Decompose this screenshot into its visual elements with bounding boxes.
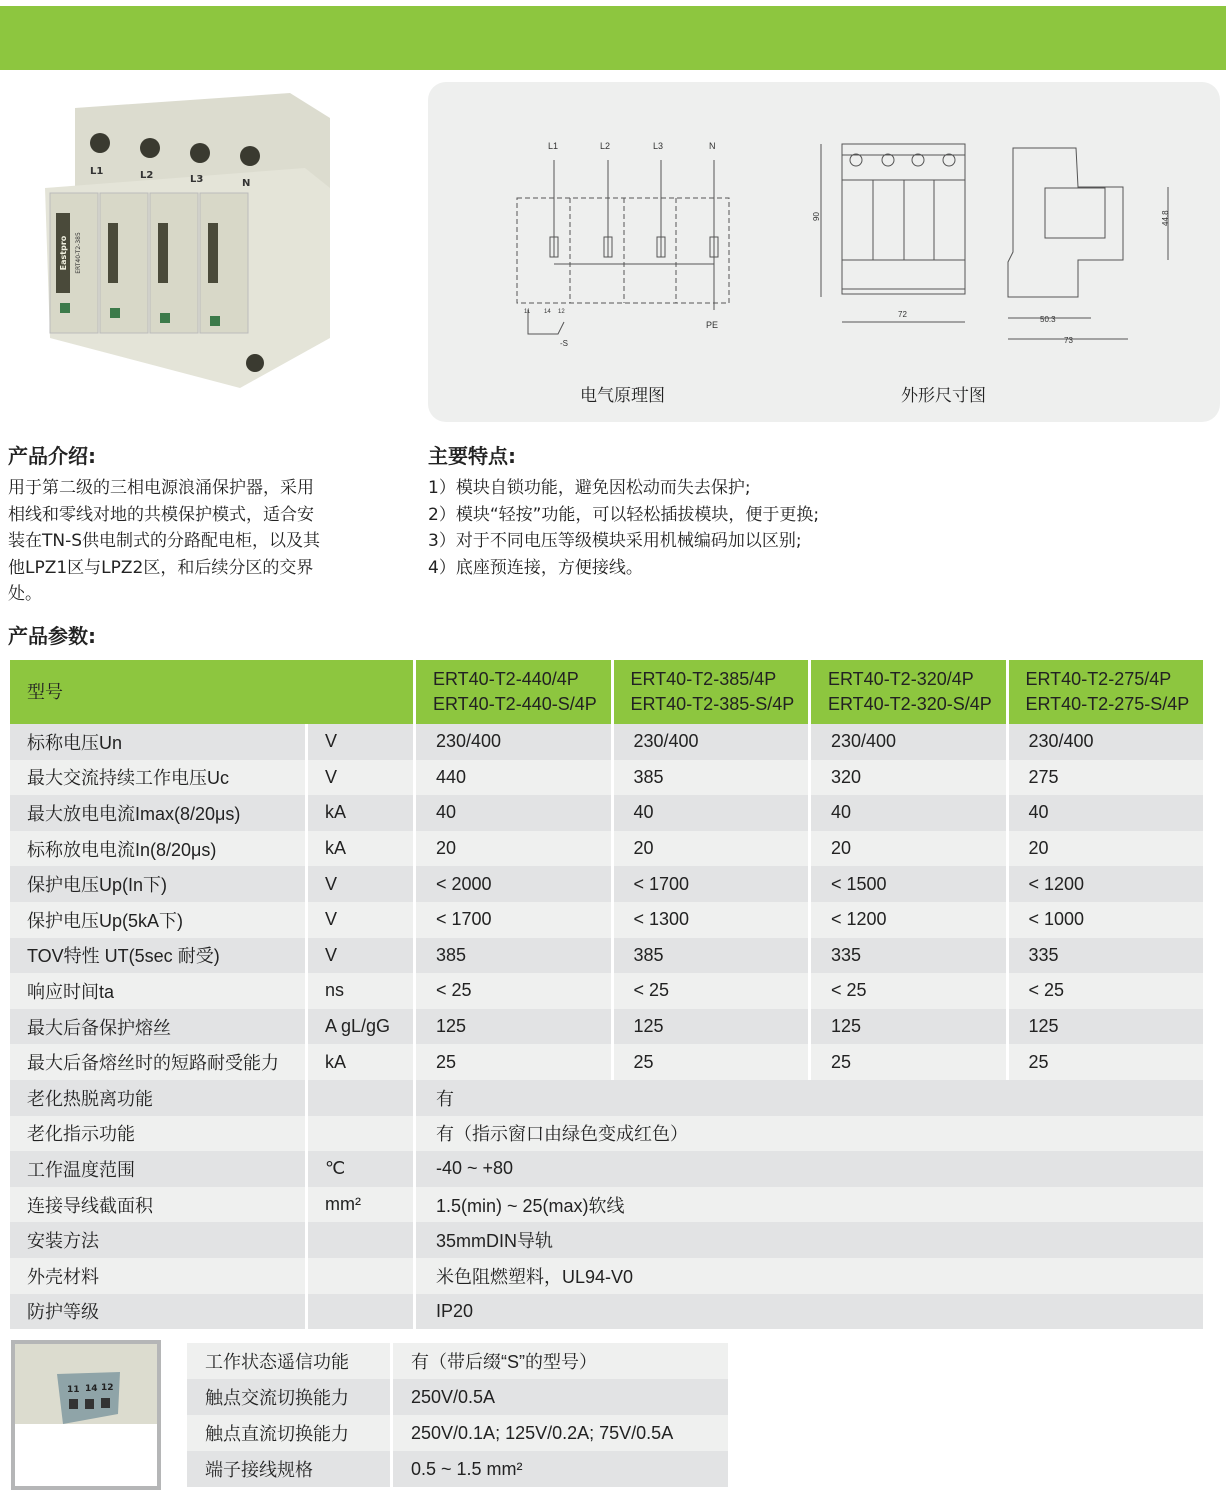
param-unit <box>308 1080 413 1116</box>
line-label: L3 <box>653 141 664 151</box>
param-value: 385 <box>416 938 611 974</box>
param-value: 25 <box>811 1044 1006 1080</box>
dim-depth1: 50.3 <box>1040 315 1056 324</box>
param-name: TOV特性 UT(5sec 耐受) <box>10 938 305 974</box>
contact-label: 14 <box>544 309 551 315</box>
table-row <box>10 760 1203 796</box>
table-row <box>10 795 1203 831</box>
param-name: 响应时间ta <box>10 973 305 1009</box>
param-value: IP20 <box>416 1294 1203 1330</box>
param-unit: ℃ <box>308 1151 413 1187</box>
intro-line: 装在TN-S供电制式的分路配电柜，以及其 <box>8 531 321 551</box>
param-name: 连接导线截面积 <box>10 1187 305 1223</box>
terminal-label: L3 <box>190 174 204 185</box>
param-name: 最大后备熔丝时的短路耐受能力 <box>10 1044 305 1080</box>
pe-label: PE <box>706 320 719 330</box>
param-value: 335 <box>1009 938 1204 974</box>
param-value: 20 <box>416 831 611 867</box>
param-unit <box>308 1222 413 1258</box>
model-cell: ERT40-T2-320/4P ERT40-T2-320-S/4P <box>811 660 1006 724</box>
terminal-label: L2 <box>140 170 154 181</box>
param-unit: V <box>308 938 413 974</box>
table-row <box>10 1044 1203 1080</box>
table-row <box>10 973 1203 1009</box>
terminal-label: N <box>242 178 251 189</box>
remote-value: 0.5 ~ 1.5 mm² <box>393 1451 728 1487</box>
intro-heading: 产品介绍: <box>8 444 96 468</box>
param-value: 440 <box>416 760 611 796</box>
contact-label: 12 <box>101 1383 114 1393</box>
param-unit: ns <box>308 973 413 1009</box>
param-value: 有（指示窗口由绿色变成红色） <box>416 1116 1203 1152</box>
feature-item: 4）底座预连接，方便接线。 <box>428 557 643 578</box>
table-row <box>10 938 1203 974</box>
brand-label: Eastpro <box>59 235 68 271</box>
contact-terminal-image <box>11 1340 161 1490</box>
param-unit: kA <box>308 795 413 831</box>
param-value: 320 <box>811 760 1006 796</box>
features-heading: 主要特点: <box>428 444 516 468</box>
param-value: 385 <box>614 760 809 796</box>
table-row <box>187 1343 728 1379</box>
diagram-panel <box>428 82 1220 422</box>
remote-signal-table <box>184 1343 731 1487</box>
param-unit: kA <box>308 1044 413 1080</box>
param-value: 米色阻燃塑料，UL94-V0 <box>416 1258 1203 1294</box>
table-row <box>10 1294 1203 1330</box>
contact-label: 11 <box>524 309 531 315</box>
table-header-row <box>10 660 1203 724</box>
param-value: 125 <box>811 1009 1006 1045</box>
line-label: L2 <box>600 141 611 151</box>
param-value: < 1000 <box>1009 902 1204 938</box>
intro-line: 处。 <box>8 584 42 604</box>
model-cell: ERT40-T2-385/4P ERT40-T2-385-S/4P <box>614 660 809 724</box>
param-name: 标称电压Un <box>10 724 305 760</box>
param-value: 275 <box>1009 760 1204 796</box>
table-row <box>10 1258 1203 1294</box>
param-name: 老化指示功能 <box>10 1116 305 1152</box>
param-value: 40 <box>811 795 1006 831</box>
dim-front-height: 44.8 <box>1161 210 1170 226</box>
param-name: 安装方法 <box>10 1222 305 1258</box>
param-value: < 25 <box>1009 973 1204 1009</box>
param-value: 230/400 <box>1009 724 1204 760</box>
intro-line: 相线和零线对地的共模保护模式，适合安 <box>8 504 314 525</box>
feature-item: 1）模块自锁功能，避免因松动而失去保护; <box>428 478 751 498</box>
table-row <box>10 1009 1203 1045</box>
params-table <box>7 660 1206 1329</box>
electrical-caption: 电气原理图 <box>580 386 665 406</box>
intro-line: 用于第二级的三相电源浪涌保护器，采用 <box>8 478 314 498</box>
switch-label: -S <box>560 339 568 348</box>
param-value: < 1300 <box>614 902 809 938</box>
dim-height: 90 <box>812 212 821 221</box>
param-unit: V <box>308 760 413 796</box>
remote-name: 触点交流切换能力 <box>187 1379 390 1415</box>
feature-item: 2）模块“轻按”功能，可以轻松插拔模块，便于更换; <box>428 504 820 525</box>
param-value: 230/400 <box>811 724 1006 760</box>
param-value: 25 <box>614 1044 809 1080</box>
remote-value: 250V/0.1A; 125V/0.2A; 75V/0.5A <box>393 1415 728 1451</box>
table-row <box>10 831 1203 867</box>
param-value: 335 <box>811 938 1006 974</box>
param-value: 20 <box>1009 831 1204 867</box>
param-value: 1.5(min) ~ 25(max)软线 <box>416 1187 1203 1223</box>
param-value: 230/400 <box>614 724 809 760</box>
param-name: 外壳材料 <box>10 1258 305 1294</box>
param-unit: V <box>308 902 413 938</box>
table-row <box>10 1222 1203 1258</box>
model-cell: ERT40-T2-275/4P ERT40-T2-275-S/4P <box>1009 660 1204 724</box>
param-name: 标称放电电流In(8/20μs) <box>10 831 305 867</box>
remote-value: 250V/0.5A <box>393 1379 728 1415</box>
table-row <box>10 1187 1203 1223</box>
param-value: 20 <box>811 831 1006 867</box>
param-value: 385 <box>614 938 809 974</box>
remote-name: 端子接线规格 <box>187 1451 390 1487</box>
intro-line: 他LPZ1区与LPZ2区，和后续分区的交界 <box>8 557 314 578</box>
param-unit: A gL/gG <box>308 1009 413 1045</box>
param-name: 防护等级 <box>10 1294 305 1330</box>
param-value: < 25 <box>614 973 809 1009</box>
contact-label: 11 <box>67 1385 80 1395</box>
param-value: 20 <box>614 831 809 867</box>
table-row <box>10 866 1203 902</box>
param-unit: mm² <box>308 1187 413 1223</box>
param-value: < 1700 <box>614 866 809 902</box>
feature-item: 3）对于不同电压等级模块采用机械编码加以区别; <box>428 531 802 551</box>
param-value: 40 <box>614 795 809 831</box>
param-value: < 25 <box>811 973 1006 1009</box>
param-value: 125 <box>1009 1009 1204 1045</box>
table-row <box>10 1151 1203 1187</box>
param-value: < 1700 <box>416 902 611 938</box>
table-row <box>10 1116 1203 1152</box>
electrical-schematic <box>428 82 1220 422</box>
model-header: 型号 <box>10 660 413 724</box>
param-unit: V <box>308 866 413 902</box>
param-name: 保护电压Up(5kA下) <box>10 902 305 938</box>
param-value: < 25 <box>416 973 611 1009</box>
param-name: 工作温度范围 <box>10 1151 305 1187</box>
param-value: < 1500 <box>811 866 1006 902</box>
param-name: 保护电压Up(In下) <box>10 866 305 902</box>
param-value: 有 <box>416 1080 1203 1116</box>
param-value: 125 <box>614 1009 809 1045</box>
param-value: < 2000 <box>416 866 611 902</box>
dim-depth2: 73 <box>1064 336 1073 345</box>
param-name: 最大交流持续工作电压Uc <box>10 760 305 796</box>
model-cell: ERT40-T2-440/4P ERT40-T2-440-S/4P <box>416 660 611 724</box>
param-name: 老化热脱离功能 <box>10 1080 305 1116</box>
param-unit: kA <box>308 831 413 867</box>
param-name: 最大放电电流Imax(8/20μs) <box>10 795 305 831</box>
table-row <box>10 724 1203 760</box>
intro-text <box>8 475 320 608</box>
param-value: < 1200 <box>1009 866 1204 902</box>
header-band <box>0 6 1226 70</box>
module-label: ERT40-T2-385 <box>75 232 82 274</box>
param-value: -40 ~ +80 <box>416 1151 1203 1187</box>
table-row <box>10 902 1203 938</box>
param-value: 25 <box>1009 1044 1204 1080</box>
table-row <box>187 1415 728 1451</box>
param-value: 40 <box>1009 795 1204 831</box>
features-list <box>428 475 819 581</box>
table-row <box>10 1080 1203 1116</box>
param-value: 125 <box>416 1009 611 1045</box>
dim-width: 72 <box>898 310 907 319</box>
param-value: 40 <box>416 795 611 831</box>
param-unit <box>308 1258 413 1294</box>
remote-name: 触点直流切换能力 <box>187 1415 390 1451</box>
table-row <box>187 1379 728 1415</box>
dimension-caption: 外形尺寸图 <box>901 386 986 406</box>
param-unit <box>308 1116 413 1152</box>
param-unit: V <box>308 724 413 760</box>
product-image <box>30 88 350 398</box>
line-label: N <box>709 141 716 151</box>
terminal-label: L1 <box>90 166 104 177</box>
contact-label: 12 <box>558 309 565 315</box>
param-unit <box>308 1294 413 1330</box>
remote-value: 有（带后缀“S”的型号） <box>393 1343 728 1379</box>
param-value: 25 <box>416 1044 611 1080</box>
contact-label: 14 <box>85 1384 98 1394</box>
param-value: < 1200 <box>811 902 1006 938</box>
remote-name: 工作状态遥信功能 <box>187 1343 390 1379</box>
params-heading: 产品参数: <box>8 624 96 648</box>
line-label: L1 <box>548 141 559 151</box>
param-value: 35mmDIN导轨 <box>416 1222 1203 1258</box>
table-row <box>187 1451 728 1487</box>
param-name: 最大后备保护熔丝 <box>10 1009 305 1045</box>
param-value: 230/400 <box>416 724 611 760</box>
